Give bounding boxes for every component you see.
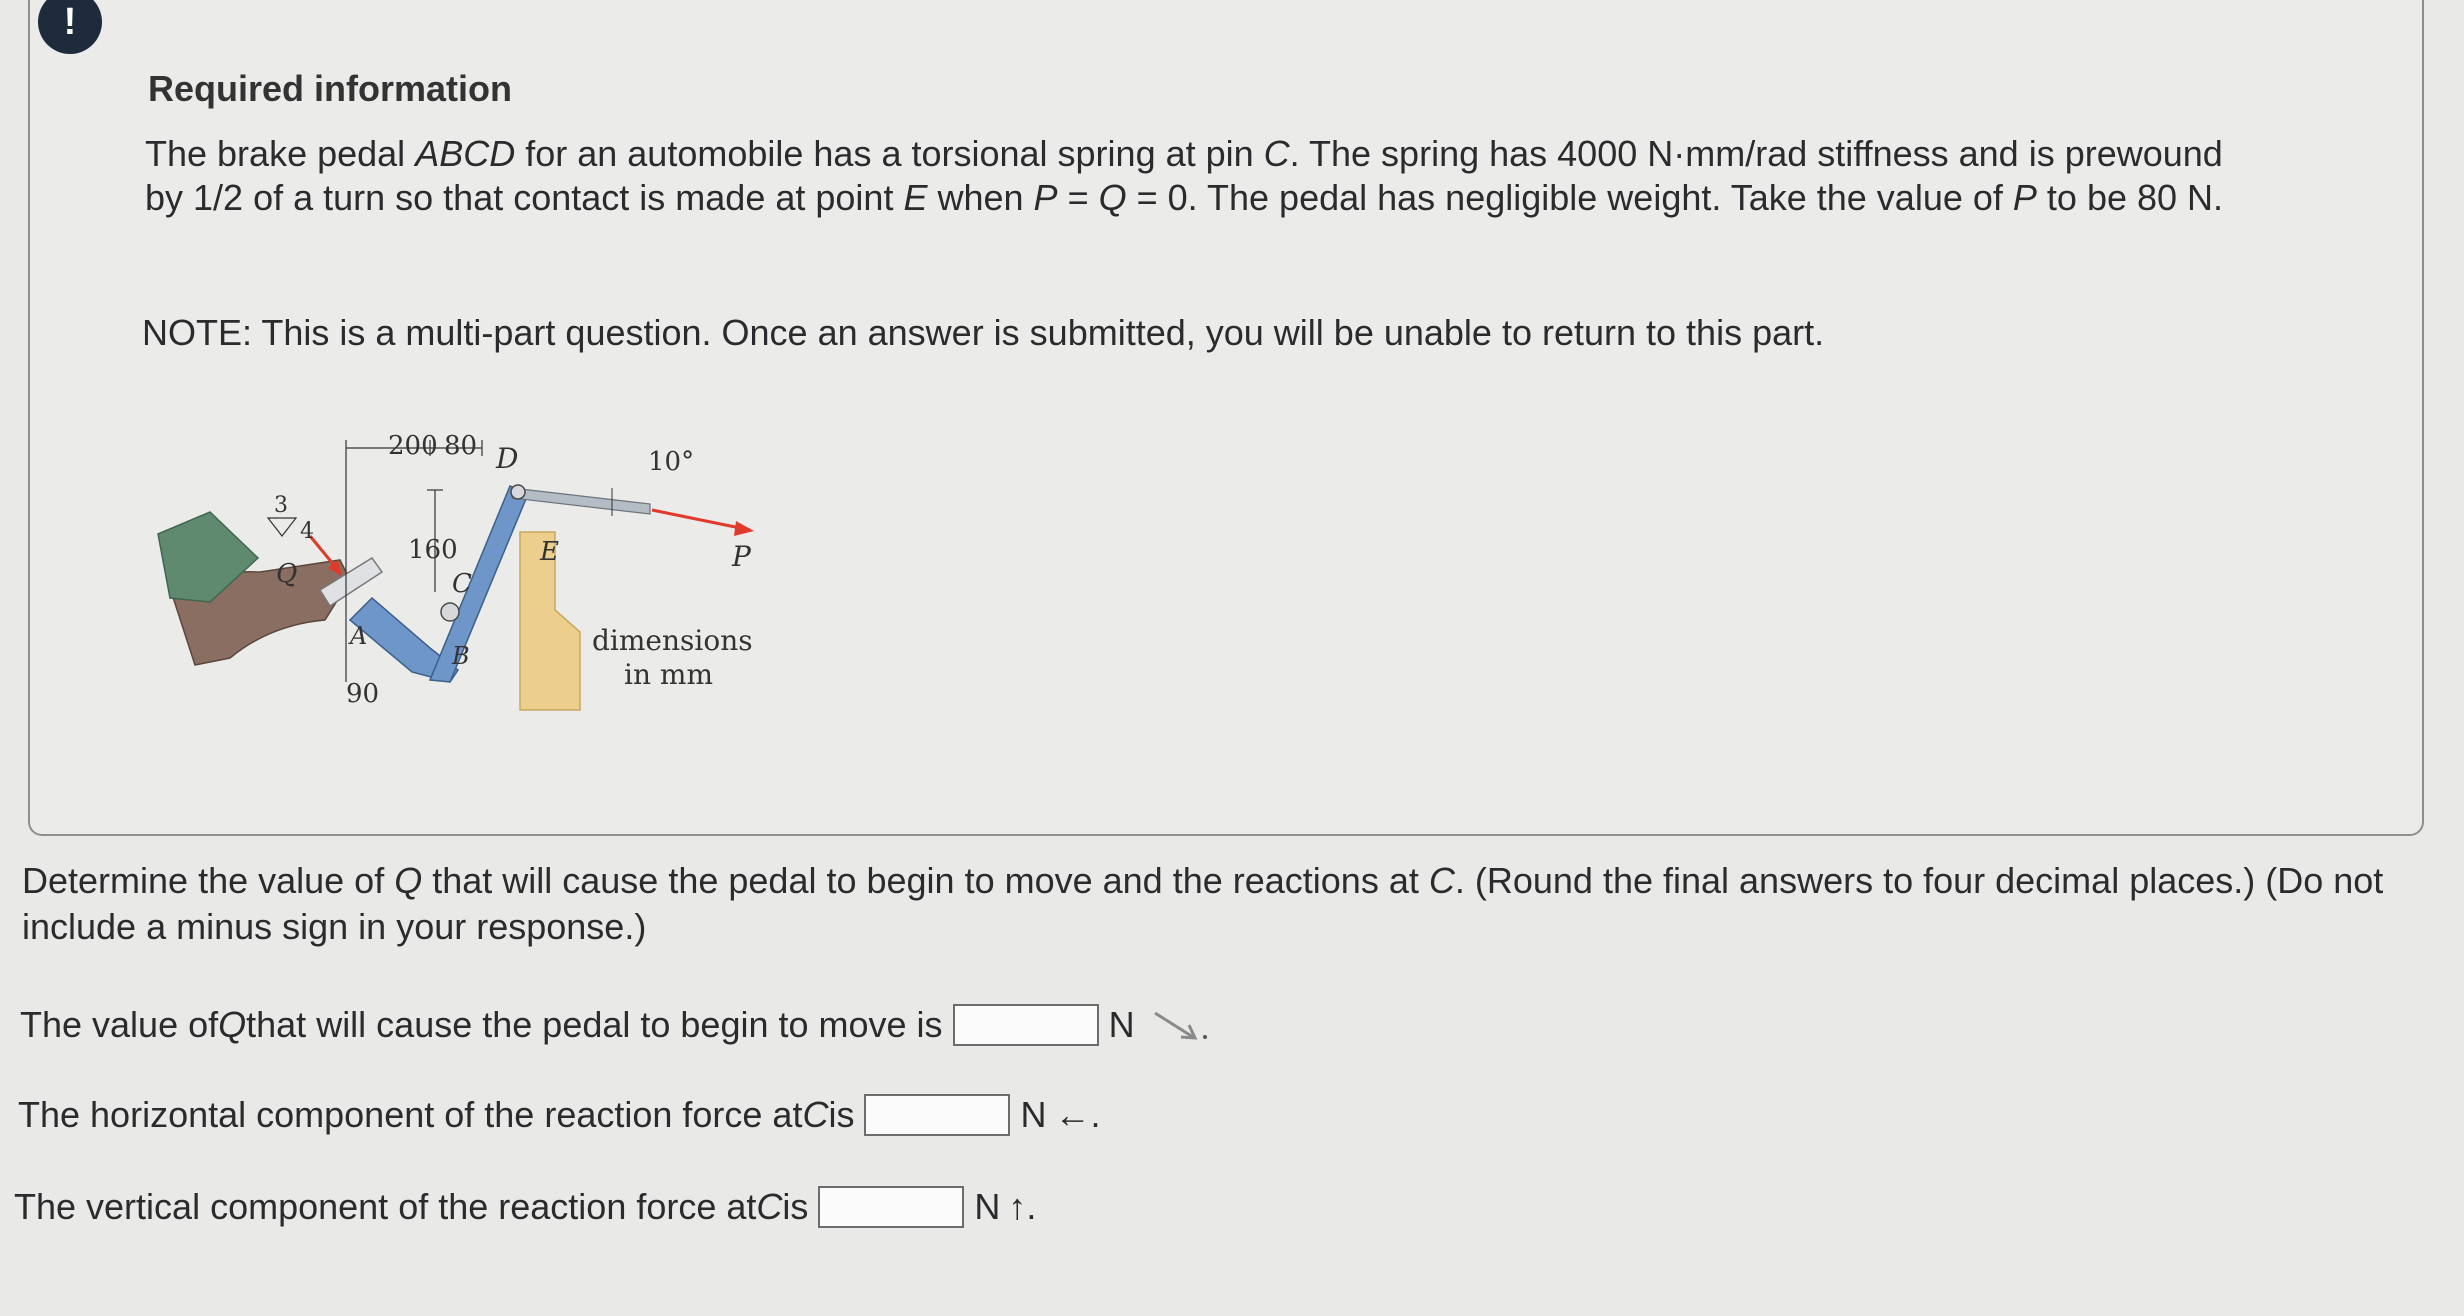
arrow-down-right-icon: [1149, 1005, 1209, 1045]
answer-row-cy: [14, 1186, 1036, 1228]
problem-text: for an automobile has a torsional spring at pin: [515, 133, 1264, 174]
label-e: E: [540, 537, 559, 567]
cx-value-input[interactable]: [864, 1094, 1010, 1136]
slope-4: 4: [300, 519, 314, 544]
question-var: C: [1428, 860, 1455, 901]
problem-var: P: [1033, 177, 1058, 218]
problem-text: . The spring has 4000 N·mm/rad stiffness and is prewound by 1/2 of a turn so that contact is made at point: [145, 133, 2223, 218]
problem-var: P: [2012, 177, 2037, 218]
brake-pedal-figure: [150, 420, 790, 730]
answer-var: C: [802, 1094, 829, 1135]
linkage-rod: [512, 488, 650, 514]
question-statement: [22, 858, 2402, 950]
answer-label: is: [782, 1186, 809, 1227]
dim-90: 90: [346, 679, 380, 709]
label-q: Q: [276, 559, 298, 589]
dim-160: 160: [408, 535, 458, 565]
slope-3: 3: [274, 493, 288, 518]
problem-var: C: [1263, 133, 1290, 174]
answer-label: The value of: [20, 1004, 219, 1045]
problem-text: when: [927, 177, 1034, 218]
answer-unit: N: [974, 1186, 1001, 1227]
angle-label: 10°: [648, 447, 695, 477]
label-a: A: [350, 622, 368, 650]
question-var: Q: [394, 860, 423, 901]
dim-200: 200: [388, 431, 438, 461]
answer-row-cx: [18, 1094, 1100, 1136]
pedal-arm-upper: [430, 486, 528, 682]
question-text: that will cause the pedal to begin to move and the reactions at: [422, 860, 1429, 901]
units-label-line1: dimensions: [592, 624, 753, 657]
label-c: C: [452, 569, 472, 599]
answer-label: The horizontal component of the reaction force at: [18, 1094, 803, 1135]
cy-value-input[interactable]: [818, 1186, 964, 1228]
problem-var: ABCD: [415, 133, 516, 174]
pin-d: [511, 485, 525, 499]
multi-part-note: NOTE: This is a multi-part question. Once an answer is submitted, you will be unable to return to this part.: [142, 312, 1825, 353]
units-label-line2: in mm: [624, 658, 713, 691]
answer-label: The vertical component of the reaction force at: [14, 1186, 757, 1227]
problem-text: The brake pedal: [145, 133, 416, 174]
answer-row-q: [20, 1004, 1209, 1046]
problem-text: to be 80 N.: [2036, 177, 2224, 218]
label-b: B: [452, 642, 470, 670]
arrow-left-icon: ←.: [1054, 1094, 1101, 1135]
problem-var: Q: [1098, 177, 1127, 218]
alert-symbol: !: [63, 0, 77, 43]
pin-c: [441, 603, 459, 621]
arrow-up-icon: ↑.: [1008, 1186, 1037, 1227]
slope-triangle: [268, 518, 296, 536]
required-information-title: Required information: [148, 68, 513, 109]
problem-statement: [145, 132, 2265, 220]
answer-label: that will cause the pedal to begin to move is: [246, 1004, 943, 1045]
question-text: Determine the value of: [22, 860, 395, 901]
problem-text: = 0. The pedal has negligible weight. Take the value of: [1126, 177, 2013, 218]
problem-var: E: [903, 177, 928, 218]
answer-var: C: [756, 1186, 783, 1227]
problem-text: =: [1057, 177, 1099, 218]
answer-unit: N: [1020, 1094, 1047, 1135]
dim-80: 80: [444, 431, 478, 461]
answer-var: Q: [218, 1004, 247, 1045]
label-d: D: [496, 442, 519, 475]
question-text: . (Round the final answers to four decimal places.) (Do not include a minus sign in your response.): [22, 860, 2384, 947]
answer-unit: N: [1108, 1004, 1135, 1045]
force-p-arrowhead: [734, 521, 754, 536]
answer-label: is: [828, 1094, 855, 1135]
label-p: P: [732, 540, 751, 573]
q-value-input[interactable]: [953, 1004, 1099, 1046]
